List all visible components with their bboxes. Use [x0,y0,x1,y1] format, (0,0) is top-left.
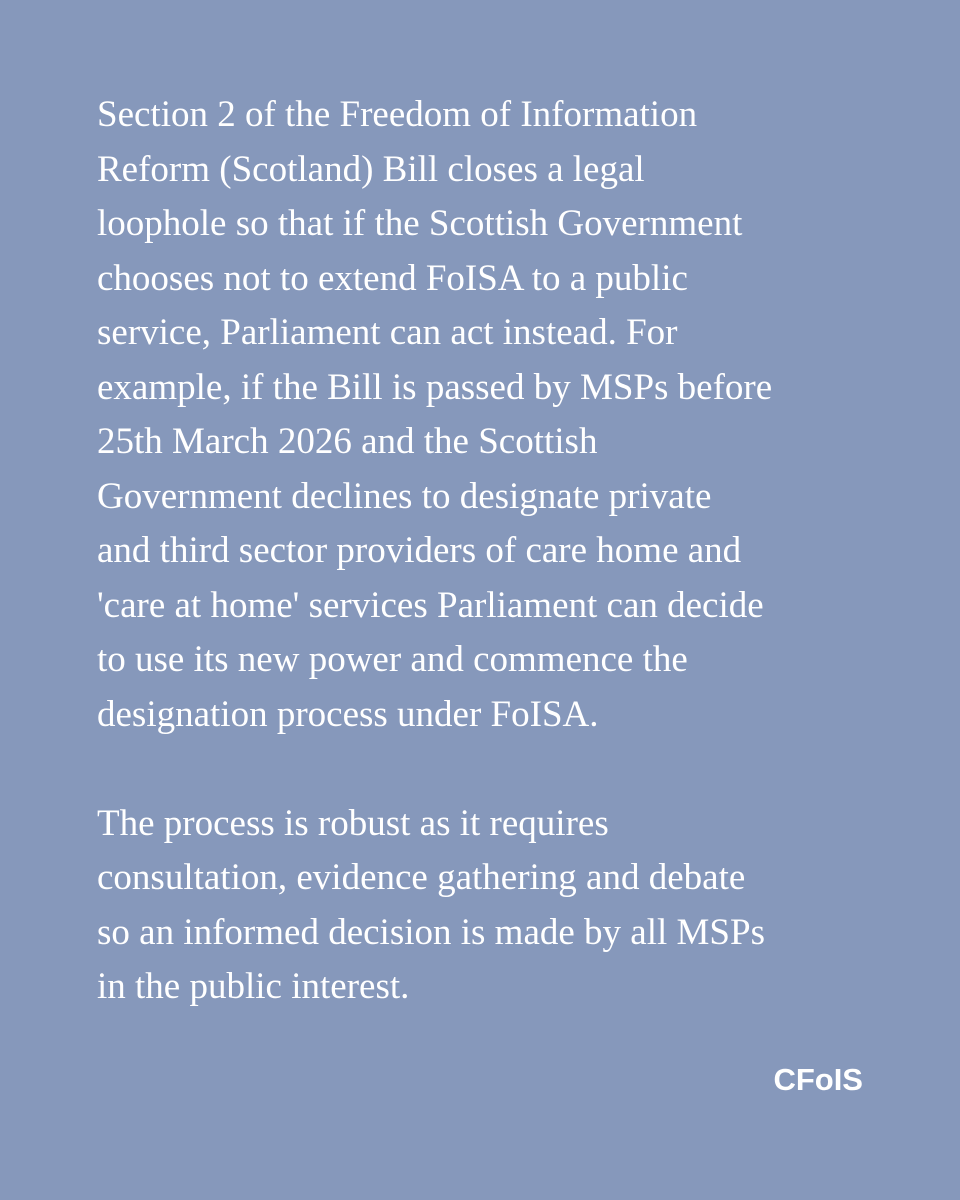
paragraph-2 [97,797,897,1015]
paragraph-1 [97,88,897,742]
paragraph-line: Section 2 of the Freedom of Information [97,94,698,135]
paragraph-line: designation process under FoISA. [97,693,599,735]
paragraph-line: 25th March 2026 and the Scottish [97,421,598,462]
paragraph-line: consultation, evidence gathering and debate [97,857,746,898]
paragraph-line: in the public interest. [97,966,410,1007]
paragraph-line: 'care at home' services Parliament can decide [97,584,764,626]
paragraph-line: service, Parliament can act instead. For [97,312,678,353]
paragraph-line: Government declines to designate private [97,475,712,517]
paragraph-line: example, if the Bill is passed by MSPs before [97,366,773,408]
paragraph-line: to use its new power and commence the [97,639,688,680]
paragraph-line: chooses not to extend FoISA to a public [97,257,688,299]
paragraph-line: and third sector providers of care home and [97,530,742,571]
paragraph-line: The process is robust as it requires [97,802,609,844]
paragraph-line: loophole so that if the Scottish Government [97,203,743,244]
paragraph-line: so an informed decision is made by all MSPs [97,911,765,953]
paragraph-line: Reform (Scotland) Bill closes a legal [97,148,645,190]
signature: CFoIS [773,1062,863,1097]
body-text [97,88,897,1015]
